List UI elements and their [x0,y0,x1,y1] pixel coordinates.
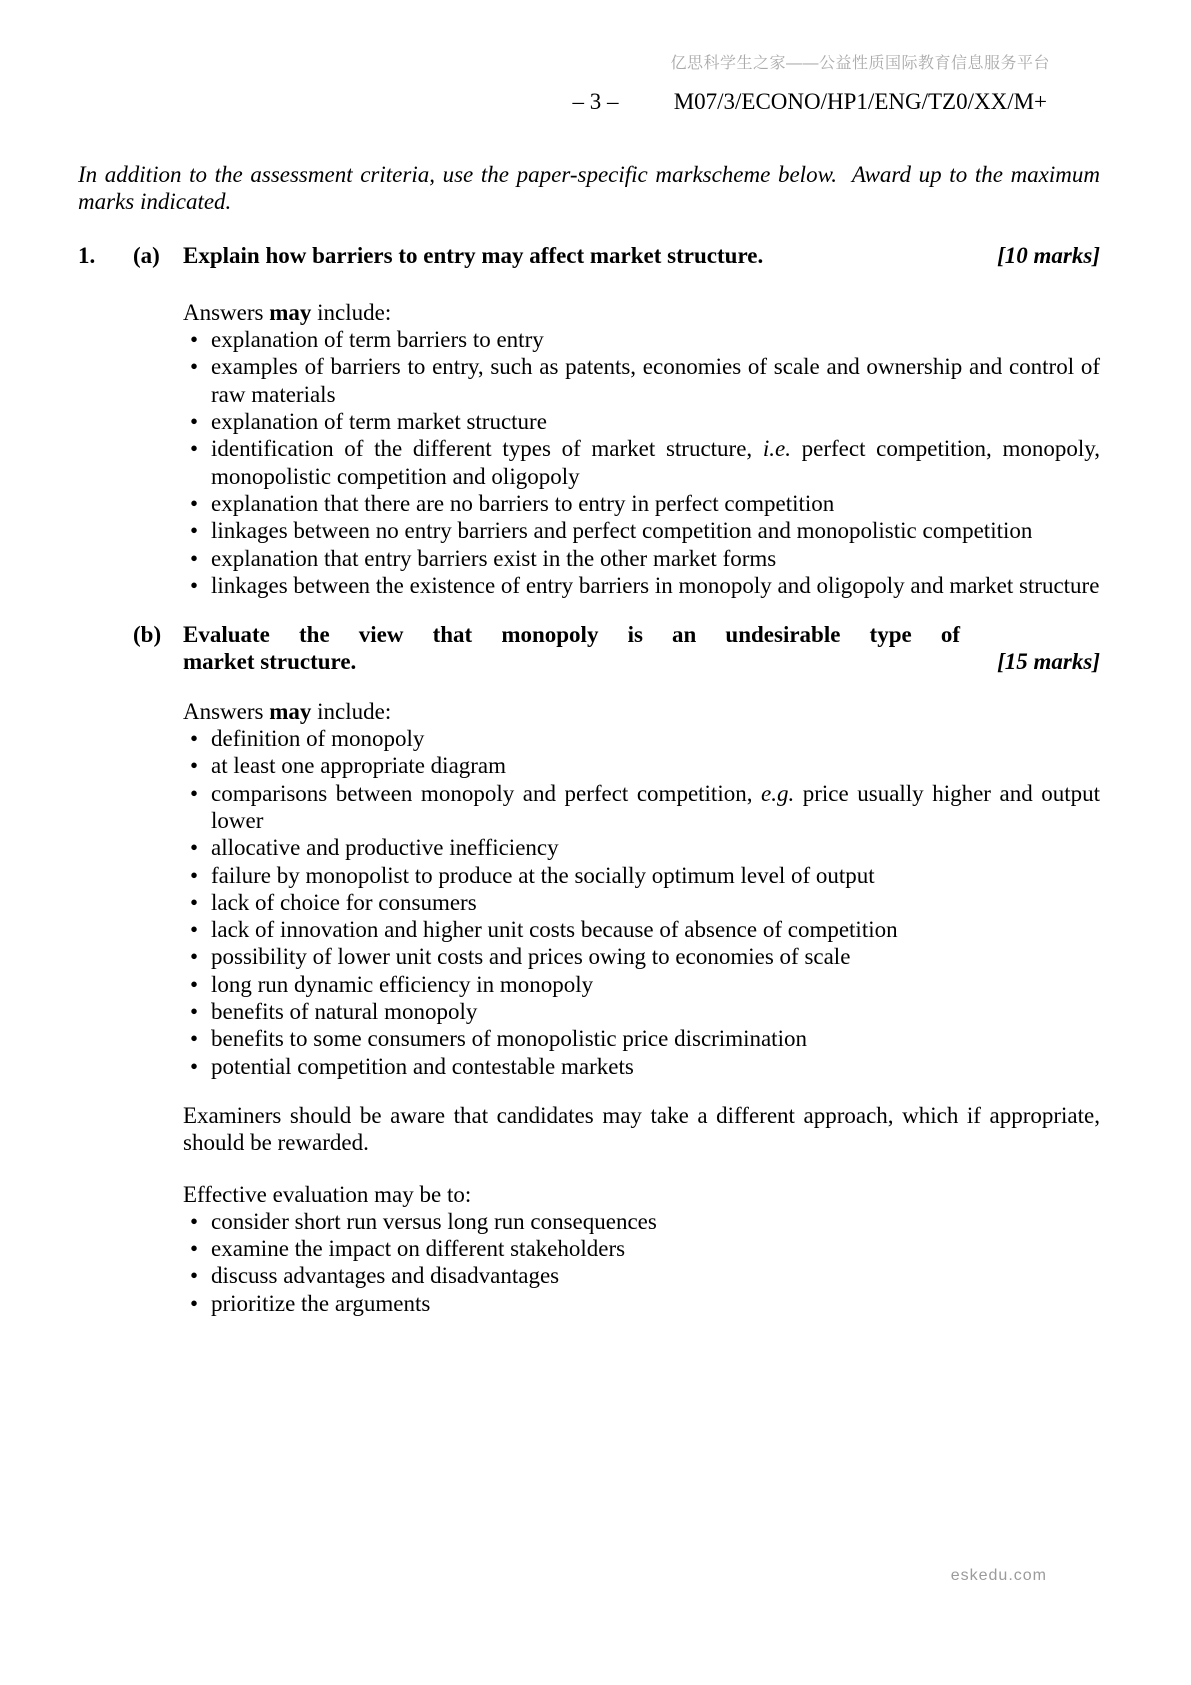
instructions-paragraph: In addition to the assessment criteria, use the paper-specific markscheme below. Award up to the maximum marks indicated. [78,162,1100,215]
bullet-text [211,353,1100,408]
bullet-text [211,326,1100,353]
part-a-bullet-list [190,326,1100,599]
bullet-item [190,971,1100,998]
bullet-icon: • [190,1236,199,1262]
bullet-text [211,780,1100,835]
bullet-item [190,834,1100,861]
bullet-item [190,998,1100,1025]
part-b-prompt-line2: market structure. [183,649,357,675]
text-segment: Answers [183,698,270,724]
part-b-label: (b) [133,622,162,648]
part-b-prompt-line1: Evaluate the view that monopoly is an undesirable type of [183,622,960,648]
text-segment: allocative and productive inefficiency [211,835,559,861]
bullet-icon: • [190,327,199,353]
text-segment: e.g. [761,780,795,806]
question-number: 1. [78,242,96,268]
bullet-text [211,1290,1100,1317]
bullet-item [190,1262,1100,1289]
bullet-icon: • [190,354,199,380]
bullet-icon: • [190,518,199,544]
bullet-text [211,572,1100,599]
bullet-item [190,408,1100,435]
bullet-icon: • [190,971,199,997]
text-segment: long run dynamic efficiency in monopoly [211,971,594,997]
evaluation-lead: Effective evaluation may be to: [183,1181,472,1207]
text-segment: possibility of lower unit costs and prices owing to economies of scale [211,944,851,970]
bullet-icon: • [190,917,199,943]
part-b-marks: [15 marks] [997,649,1100,675]
bullet-text [211,517,1100,544]
text-segment: lack of choice for consumers [211,889,477,915]
bullet-text [211,943,1100,970]
text-segment: include: [311,698,392,724]
text-segment: may [269,299,312,325]
text-segment: prioritize the arguments [211,1290,431,1316]
bullet-text [211,490,1100,517]
page-number: – 3 – [572,89,619,114]
bullet-text [211,889,1100,916]
bullet-icon: • [190,889,199,915]
bullet-text [211,435,1100,490]
exam-code: M07/3/ECONO/HP1/ENG/TZ0/XX/M+ [673,89,1047,114]
question-1b-heading [78,621,1100,676]
bullet-text [211,408,1100,435]
bullet-icon: • [190,436,199,462]
bullet-item [190,517,1100,544]
text-segment: linkages between no entry barriers and perfect competition and monopolistic competition [211,518,1033,544]
text-segment: comparisons between monopoly and perfect competition, [211,780,761,806]
bullet-item [190,1208,1100,1235]
bullet-item [190,752,1100,779]
bullet-item [190,326,1100,353]
bullet-text [211,862,1100,889]
bullet-icon: • [190,999,199,1025]
bullet-item [190,353,1100,408]
question-1b [78,621,1100,1317]
part-b-body [183,698,1100,1317]
text-segment: Answers [183,299,270,325]
text-segment: may [269,698,312,724]
bullet-text [211,725,1100,752]
bullet-text [211,916,1100,943]
part-b-prompt-row2 [183,648,1100,675]
text-segment: benefits of natural monopoly [211,999,478,1025]
part-a-label: (a) [133,242,160,268]
bullet-item [190,1053,1100,1080]
text-segment: examine the impact on different stakeholders [211,1236,626,1262]
bullet-item [190,862,1100,889]
text-segment: linkages between the existence of entry barriers in monopoly and oligopoly and market structure [211,572,1100,598]
text-segment: explanation that entry barriers exist in the other market forms [211,545,777,571]
bullet-text [211,834,1100,861]
bullet-item [190,1235,1100,1262]
bullet-text [211,998,1100,1025]
bullet-item [190,725,1100,752]
bullet-text [211,1208,1100,1235]
bullet-text [211,1025,1100,1052]
bullet-item [190,572,1100,599]
bullet-icon: • [190,1053,199,1079]
part-a-body [183,299,1100,599]
bullet-icon: • [190,862,199,888]
evaluation-bullet-list [190,1208,1100,1317]
text-segment: definition of monopoly [211,726,425,752]
text-segment: identification of the different types of market structure, [211,436,763,462]
text-segment: explanation that there are no barriers to entry in perfect competition [211,490,835,516]
answers-lead [183,698,1100,725]
text-segment: benefits to some consumers of monopolistic price discrimination [211,1026,807,1052]
bullet-icon: • [190,753,199,779]
part-a-prompt: Explain how barriers to entry may affect market structure. [183,242,764,268]
bullet-icon: • [190,1263,199,1289]
question-1a-heading [78,242,1100,269]
text-segment: discuss advantages and disadvantages [211,1263,560,1289]
bullet-item [190,1290,1100,1317]
bullet-icon: • [190,545,199,571]
bullet-item [190,1025,1100,1052]
bullet-icon: • [190,490,199,516]
page-content [78,161,1100,1317]
text-segment: at least one appropriate diagram [211,753,507,779]
text-segment: lack of innovation and higher unit costs because of absence of competition [211,917,898,943]
text-segment: consider short run versus long run consequences [211,1208,657,1234]
bullet-item [190,943,1100,970]
bullet-text [211,1262,1100,1289]
text-segment: perfect competition, monopoly, monopolistic competition and oligopoly [211,436,1100,489]
bullet-icon: • [190,409,199,435]
examiner-note: Examiners should be aware that candidates may take a different approach, which if appropriate, should be rewarded. [183,1102,1100,1156]
bullet-icon: • [190,726,199,752]
bullet-item [190,435,1100,490]
bullet-icon: • [190,1290,199,1316]
bullet-item [190,889,1100,916]
footer-watermark: eskedu.com [950,1567,1047,1584]
text-segment: potential competition and contestable markets [211,1053,634,1079]
part-b-bullet-list [190,725,1100,1080]
question-number-spacer [78,621,133,676]
bullet-item [190,545,1100,572]
bullet-text [211,1235,1100,1262]
bullet-item [190,490,1100,517]
bullet-text [211,1053,1100,1080]
text-segment: failure by monopolist to produce at the socially optimum level of output [211,862,875,888]
answers-lead [183,299,1100,326]
bullet-icon: • [190,572,199,598]
bullet-icon: • [190,1208,199,1234]
bullet-text [211,545,1100,572]
bullet-text [211,752,1100,779]
page-header [0,88,1191,116]
bullet-icon: • [190,780,199,806]
text-segment: examples of barriers to entry, such as patents, economies of scale and ownership and control of raw materials [211,354,1100,407]
text-segment: include: [311,299,392,325]
bullet-text [211,971,1100,998]
text-segment: explanation of term barriers to entry [211,327,544,353]
question-1a [78,242,1100,600]
bullet-icon: • [190,835,199,861]
bullet-item [190,780,1100,835]
part-a-marks: [10 marks] [997,242,1100,268]
text-segment: i.e. [762,436,791,462]
header-watermark: 亿思科学生之家——公益性质国际教育信息服务平台 [670,55,1050,72]
text-segment: explanation of term market structure [211,409,547,435]
bullet-icon: • [190,944,199,970]
bullet-icon: • [190,1026,199,1052]
text-segment: price usually higher and output lower [211,780,1101,833]
part-b-prompt [183,621,1100,676]
bullet-item [190,916,1100,943]
